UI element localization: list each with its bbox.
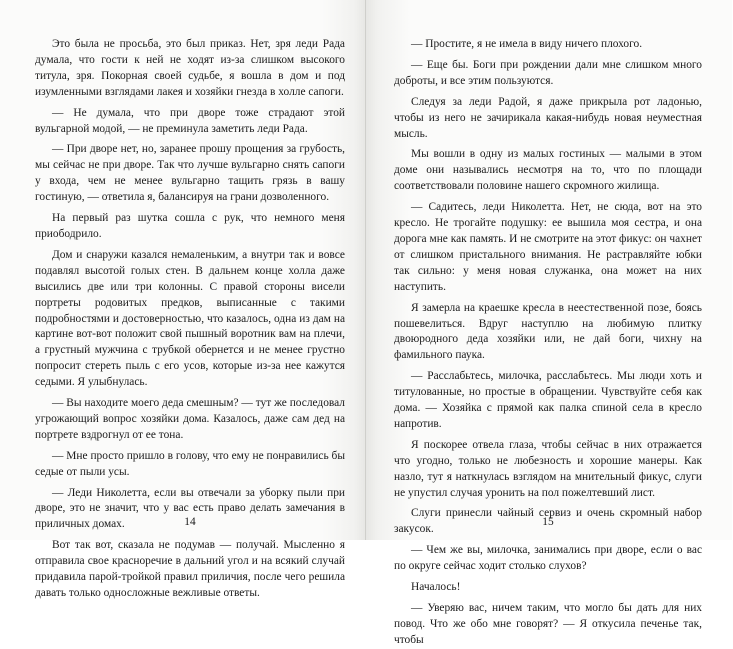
paragraph: Мы вошли в одну из малых гостиных — малыми в этом доме они назывались несмотря на то, что по площади соответствовали половине нашего скромного жилища. — [394, 148, 702, 193]
paragraph: — Мне просто пришло в голову, что ему не понравились бы седые от пыли усы. — [35, 449, 345, 478]
paragraph: Я замерла на краешке кресла в неестественной позе, боясь пошевелиться. Вдруг наступлю на любимую плитку двоюродного деда хозяйки или, не дай боги, чихну на фамильного паука. — [394, 301, 702, 362]
paragraph: — Еще бы. Боги при рождении дали мне слишком много доброты, и все этим пользуются. — [394, 58, 702, 87]
paragraph: Я поскорее отвела глаза, чтобы сейчас в них отражается что угодно, только не любезность и хорошие манеры. Как назло, тут я наткнулась взглядом на мнительный фикус, слуги не упустил случая уронить на пол пожелтевший лист. — [394, 438, 702, 499]
paragraph: Это была не просьба, это был приказ. Нет, зря леди Рада думала, что гости к ней не ходят из-за слишком высокого титула, зря. Покорная своей судьбе, я вошла в дом и под изумленными взглядами лакея и хозяйки гнезда в холле сапоги. — [35, 38, 345, 98]
paragraph: — Вы находите моего деда смешным? — тут же последовал угрожающий вопрос хозяйки дома. Казалось, даже сам дед на портрете вздрогнул от ее тона. — [35, 397, 345, 441]
paragraph: — Чем же вы, милочка, занимались при дворе, если о вас по округе сейчас ходит столько слухов? — [394, 544, 702, 573]
paragraph: — Расслабьтесь, милочка, расслабьтесь. Мы люди хоть и титулованные, но простые в обращении. Чувствуйте себя как дома. — Хозяйка с прямой как палка спиной села в кресло напротив. — [394, 370, 702, 430]
paragraph: — Леди Николетта, если вы отвечали за уборку пыли при дворе, это не значит, что у вас есть право делать замечания в приличных домах. — [35, 486, 345, 531]
paragraph: Следуя за леди Радой, я даже прикрыла рот ладонью, чтобы из него не зачирикала какая-нибудь новая неуместная мысль. — [394, 95, 702, 140]
right-page-text — [394, 37, 702, 649]
paragraph: Слуги принесли чайный сервиз и очень скромный набор закусок. — [394, 507, 702, 536]
paragraph: Началось! — [411, 581, 461, 594]
paragraph: — Уверяю вас, ничем таким, что могло бы дать для них повод. Что же обо мне говорят? — Я откусила печенье так, чтобы — [394, 602, 702, 646]
paragraph: На первый раз шутка сошла с рук, что немного меня приободрило. — [35, 212, 345, 240]
page-number-right: 15 — [542, 516, 554, 528]
paragraph: Дом и снаружи казался немаленьким, а внутри так и вовсе подавлял высотой голых стен. В дальнем конце холла даже высились две или три колонны. С правой стороны висели портреты родовитых предков, выписанные с такими подробностями и достоверностью, что казалось, одна из дам на картине вот-вот положит свой пышный воротник вам на плечи, а грустный мужчина с трубкой обернется и не менее грустно попросит стереть пыль с его усов, которые из-за нее кажутся седыми. Я улыбнулась. — [35, 248, 345, 389]
paragraph: — Не думала, что при дворе тоже страдают этой вульгарной модой, — не преминула заметить леди Рада. — [35, 106, 345, 135]
paragraph: — Садитесь, леди Николетта. Нет, не сюда, вот на это кресло. Не трогайте подушку: ее вышила моя сестра, и она дорога мне как память. И не смотрите на этот фикус: он чахнет от слишком пристального внимания. Не растравляйте юбки так сильно: у меня новая служанка, она может на них наступить. — [394, 201, 702, 293]
paragraph: Вот так вот, сказала не подумав — получай. Мысленно я отправила свое красноречие в дальний угол и на всякий случай придавила парой-тройкой правил приличия, после чего решила давать только односложные вежливые ответы. — [35, 539, 345, 599]
paragraph: — При дворе нет, но, заранее прошу прощения за грубость, мы сейчас не при дворе. Так что лучше вульгарно снять сапоги у входа, чем не менее вульгарно тащить грязь в вашу гостиную, — ответила я, балансируя на грани дозволенного. — [35, 143, 345, 204]
left-page — [0, 0, 366, 599]
paragraph: — Простите, я не имела в виду ничего плохого. — [411, 38, 643, 50]
page-number-left: 14 — [184, 516, 196, 528]
right-page — [366, 0, 732, 646]
